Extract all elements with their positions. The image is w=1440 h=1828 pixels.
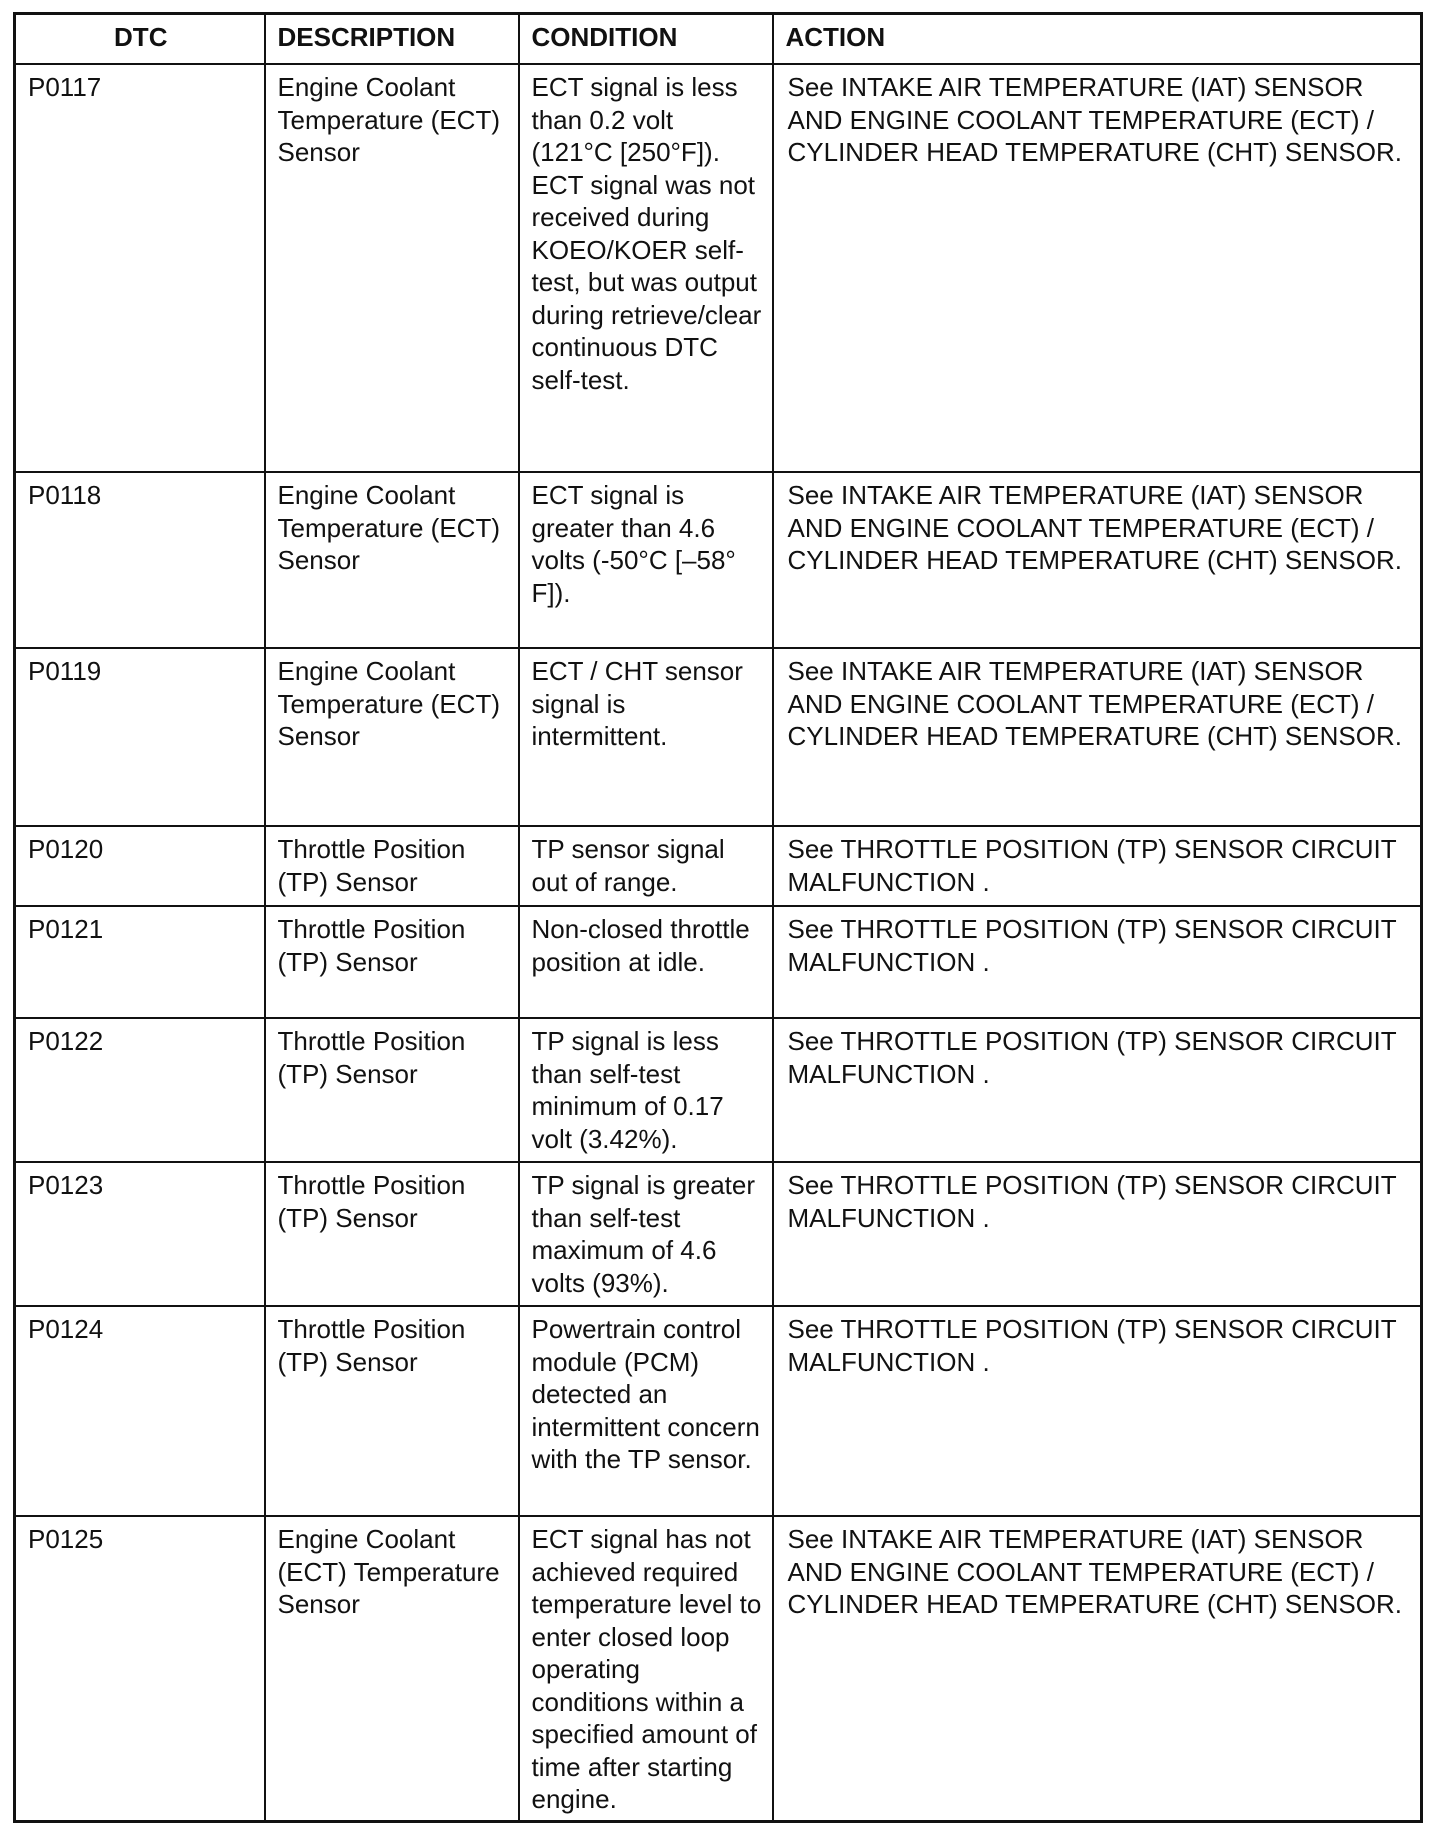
dtc-code: P0119	[15, 648, 265, 826]
dtc-code: P0122	[15, 1018, 265, 1162]
dtc-action: See INTAKE AIR TEMPERATURE (IAT) SENSOR AND ENGINE COOLANT TEMPERATURE (ECT) / CYLINDER HEAD TEMPERATURE (CHT) SENSOR.	[773, 472, 1422, 648]
dtc-condition: TP sensor signal out of range.	[519, 826, 773, 906]
dtc-description: Engine Coolant Temperature (ECT) Sensor	[265, 648, 519, 826]
dtc-description: Engine Coolant Temperature (ECT) Sensor	[265, 64, 519, 472]
dtc-action: See THROTTLE POSITION (TP) SENSOR CIRCUIT MALFUNCTION .	[773, 1018, 1422, 1162]
dtc-code: P0124	[15, 1306, 265, 1516]
dtc-condition: ECT signal has not achieved required temperature level to enter closed loop operating conditions within a specified amount of time after starting engine.	[519, 1516, 773, 1821]
dtc-condition: ECT signal is less than 0.2 volt (121°C [250°F]). ECT signal was not received during KOEO/KOER self-test, but was output during retrieve/clear continuous DTC self-test.	[519, 64, 773, 472]
dtc-code: P0120	[15, 826, 265, 906]
dtc-action: See THROTTLE POSITION (TP) SENSOR CIRCUIT MALFUNCTION .	[773, 1162, 1422, 1306]
dtc-description: Engine Coolant Temperature (ECT) Sensor	[265, 472, 519, 648]
dtc-condition: ECT / CHT sensor signal is intermittent.	[519, 648, 773, 826]
dtc-action: See INTAKE AIR TEMPERATURE (IAT) SENSOR AND ENGINE COOLANT TEMPERATURE (ECT) / CYLINDER HEAD TEMPERATURE (CHT) SENSOR.	[773, 648, 1422, 826]
table-row	[15, 826, 1422, 906]
dtc-code: P0121	[15, 906, 265, 1018]
dtc-condition: TP signal is greater than self-test maximum of 4.6 volts (93%).	[519, 1162, 773, 1306]
table-row	[15, 64, 1422, 472]
table-body	[15, 64, 1422, 1821]
dtc-condition: Powertrain control module (PCM) detected an intermittent concern with the TP sensor.	[519, 1306, 773, 1516]
table-row	[15, 1162, 1422, 1306]
header-condition: CONDITION	[519, 14, 773, 65]
dtc-action: See THROTTLE POSITION (TP) SENSOR CIRCUIT MALFUNCTION .	[773, 906, 1422, 1018]
header-dtc: DTC	[15, 14, 265, 65]
table-row	[15, 906, 1422, 1018]
dtc-code: P0123	[15, 1162, 265, 1306]
header-description: DESCRIPTION	[265, 14, 519, 65]
dtc-description: Throttle Position (TP) Sensor	[265, 1306, 519, 1516]
table-row	[15, 472, 1422, 648]
dtc-action: See INTAKE AIR TEMPERATURE (IAT) SENSOR AND ENGINE COOLANT TEMPERATURE (ECT) / CYLINDER HEAD TEMPERATURE (CHT) SENSOR.	[773, 64, 1422, 472]
header-row	[15, 14, 1422, 65]
dtc-code: P0117	[15, 64, 265, 472]
dtc-description: Throttle Position (TP) Sensor	[265, 1162, 519, 1306]
dtc-description: Engine Coolant (ECT) Temperature Sensor	[265, 1516, 519, 1821]
dtc-condition: Non-closed throttle position at idle.	[519, 906, 773, 1018]
table-header	[15, 14, 1422, 65]
dtc-condition: TP signal is less than self-test minimum of 0.17 volt (3.42%).	[519, 1018, 773, 1162]
table-row	[15, 1306, 1422, 1516]
dtc-condition: ECT signal is greater than 4.6 volts (-50°C [–58° F]).	[519, 472, 773, 648]
dtc-description: Throttle Position (TP) Sensor	[265, 906, 519, 1018]
dtc-action: See INTAKE AIR TEMPERATURE (IAT) SENSOR AND ENGINE COOLANT TEMPERATURE (ECT) / CYLINDER HEAD TEMPERATURE (CHT) SENSOR.	[773, 1516, 1422, 1821]
dtc-action: See THROTTLE POSITION (TP) SENSOR CIRCUIT MALFUNCTION .	[773, 826, 1422, 906]
dtc-description: Throttle Position (TP) Sensor	[265, 826, 519, 906]
dtc-code: P0118	[15, 472, 265, 648]
table-row	[15, 648, 1422, 826]
dtc-action: See THROTTLE POSITION (TP) SENSOR CIRCUIT MALFUNCTION .	[773, 1306, 1422, 1516]
dtc-code: P0125	[15, 1516, 265, 1821]
table-row	[15, 1018, 1422, 1162]
table-row	[15, 1516, 1422, 1821]
dtc-description: Throttle Position (TP) Sensor	[265, 1018, 519, 1162]
header-action: ACTION	[773, 14, 1422, 65]
dtc-table	[13, 12, 1423, 1823]
